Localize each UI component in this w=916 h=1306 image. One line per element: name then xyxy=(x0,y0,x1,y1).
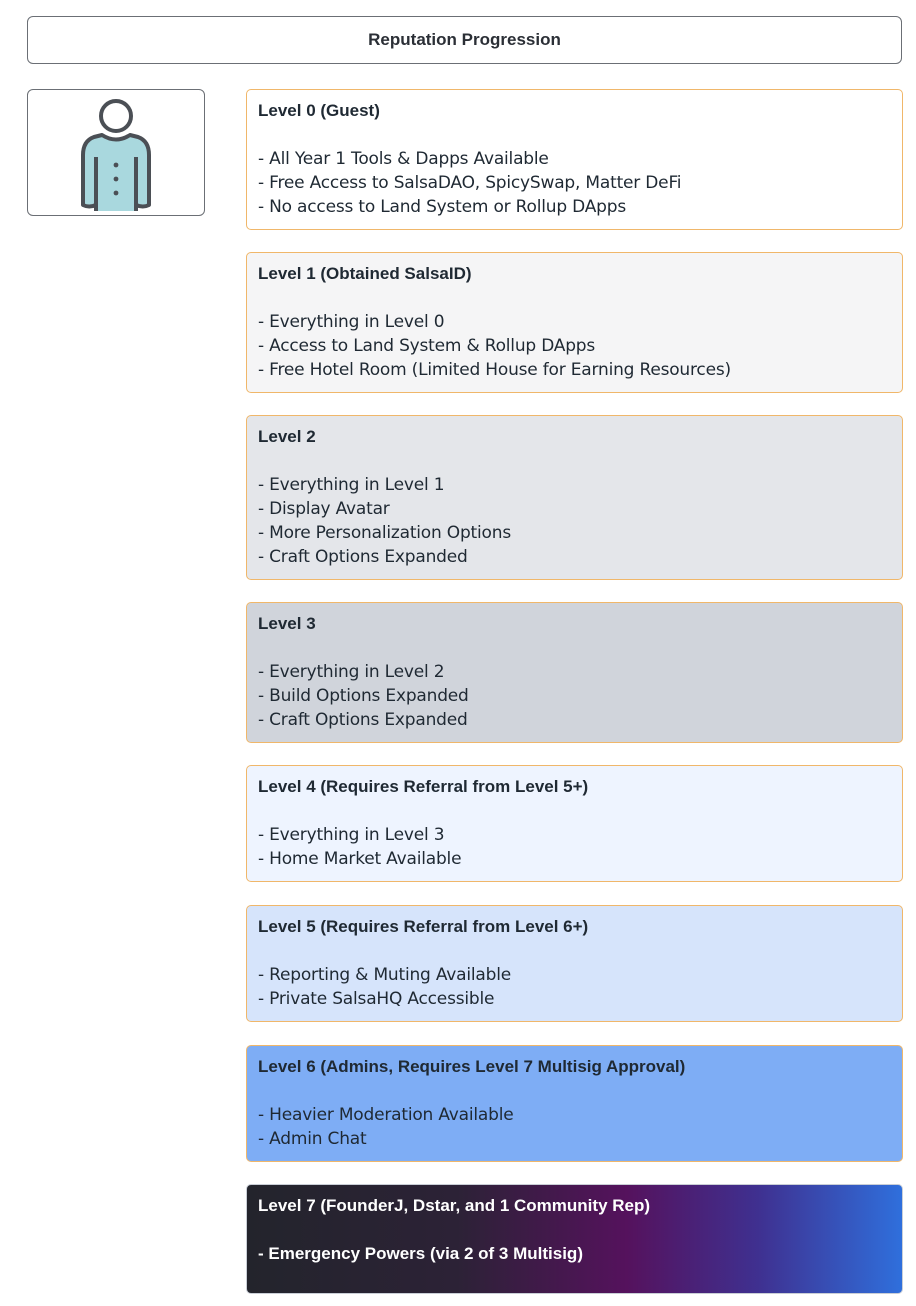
level-title: Level 6 (Admins, Requires Level 7 Multisig Approval) xyxy=(258,1057,686,1076)
level-item: - Craft Options Expanded xyxy=(258,710,468,730)
level-7-box xyxy=(246,1184,903,1294)
level-item: - Reporting & Muting Available xyxy=(258,965,511,985)
level-title: Level 4 (Requires Referral from Level 5+) xyxy=(258,777,589,796)
level-items xyxy=(258,963,891,1011)
avatar xyxy=(27,89,205,216)
level-items xyxy=(258,310,891,382)
level-item: - Home Market Available xyxy=(258,849,462,869)
level-title: Level 3 xyxy=(258,614,316,633)
level-item: - No access to Land System or Rollup DApps xyxy=(258,197,626,217)
level-1-box xyxy=(246,252,903,393)
level-item: - Everything in Level 0 xyxy=(258,312,445,332)
level-items xyxy=(258,823,891,871)
person-icon xyxy=(76,95,156,211)
level-item: - Emergency Powers (via 2 of 3 Multisig) xyxy=(258,1244,583,1263)
level-items xyxy=(258,660,891,732)
level-title: Level 2 xyxy=(258,427,316,446)
level-item: - Free Hotel Room (Limited House for Earning Resources) xyxy=(258,360,731,380)
level-title: Level 7 (FounderJ, Dstar, and 1 Community Rep) xyxy=(258,1196,651,1215)
level-item: - Everything in Level 1 xyxy=(258,475,445,495)
level-5-box xyxy=(246,905,903,1022)
level-4-box xyxy=(246,765,903,882)
level-item: - Free Access to SalsaDAO, SpicySwap, Matter DeFi xyxy=(258,173,682,193)
level-items xyxy=(258,1103,891,1151)
level-item: - Admin Chat xyxy=(258,1129,367,1149)
level-item: - Build Options Expanded xyxy=(258,686,469,706)
level-item: - Everything in Level 3 xyxy=(258,825,445,845)
level-items xyxy=(258,147,891,219)
level-items xyxy=(258,1242,891,1266)
level-title: Level 1 (Obtained SalsaID) xyxy=(258,264,472,283)
level-item: - Access to Land System & Rollup DApps xyxy=(258,336,596,356)
level-title: Level 0 (Guest) xyxy=(258,101,380,120)
level-item: - More Personalization Options xyxy=(258,523,511,543)
level-6-box xyxy=(246,1045,903,1162)
level-item: - Everything in Level 2 xyxy=(258,662,445,682)
page-title: Reputation Progression xyxy=(27,16,902,64)
level-item: - Craft Options Expanded xyxy=(258,547,468,567)
level-item: - Display Avatar xyxy=(258,499,390,519)
level-items xyxy=(258,473,891,569)
level-item: - All Year 1 Tools & Dapps Available xyxy=(258,149,549,169)
level-0-box xyxy=(246,89,903,230)
level-2-box xyxy=(246,415,903,580)
level-title: Level 5 (Requires Referral from Level 6+) xyxy=(258,917,589,936)
level-3-box xyxy=(246,602,903,743)
level-item: - Heavier Moderation Available xyxy=(258,1105,514,1125)
level-item: - Private SalsaHQ Accessible xyxy=(258,989,495,1009)
